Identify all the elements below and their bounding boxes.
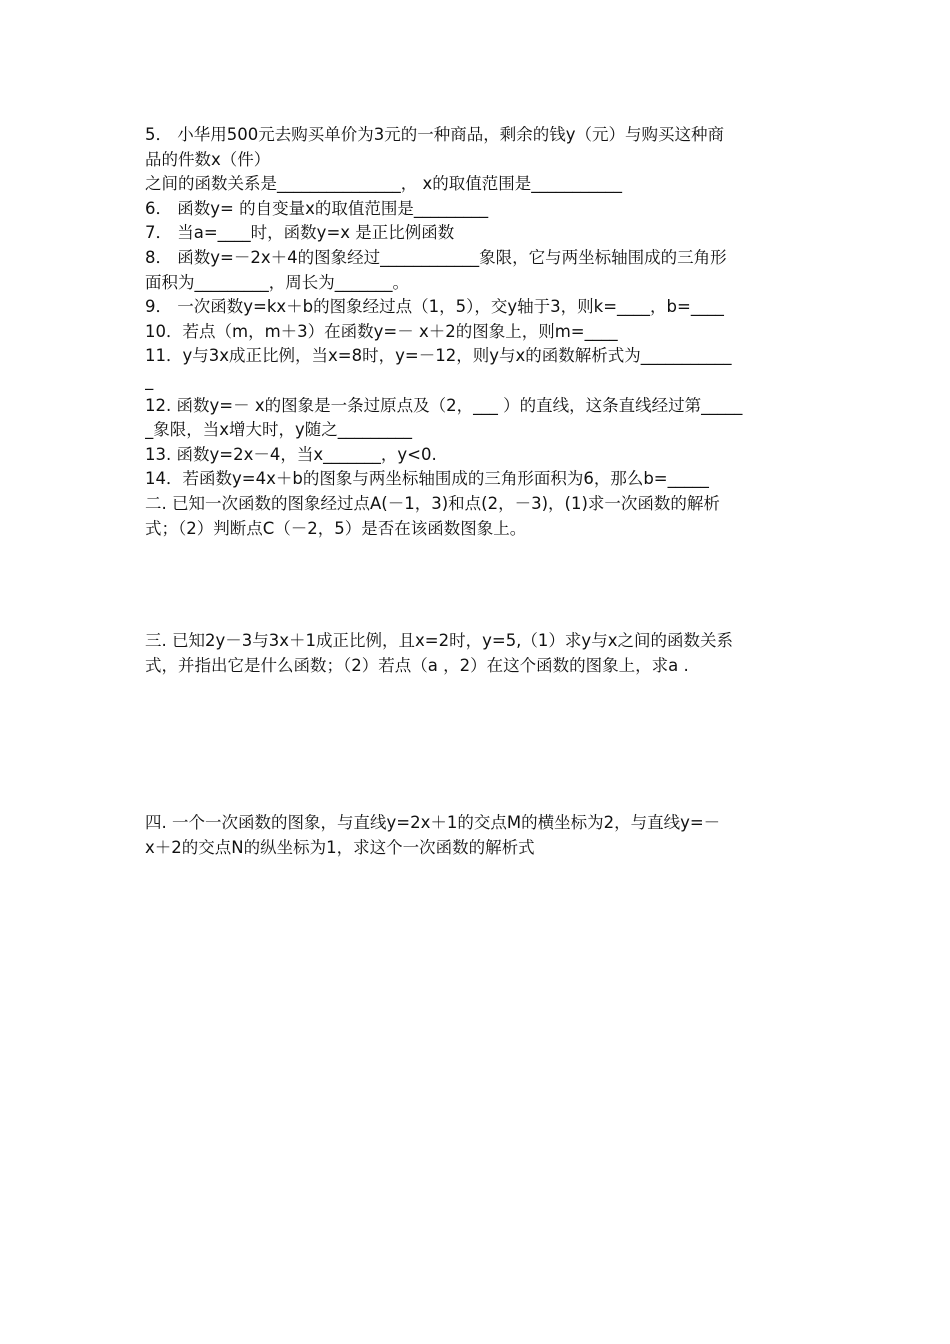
question-10 xyxy=(145,320,810,345)
question-10-line-1: 10．若点（m，m＋3）在函数y=－ x＋2的图象上，则m=____ xyxy=(145,321,618,341)
question-12-line-2: _象限，当x增大时，y随之_________ xyxy=(145,420,413,440)
section-2-line-2: 式；（2）判断点C（－2，5）是否在该函数图象上。 xyxy=(145,518,527,538)
question-5-line-2: 品的件数x（件） xyxy=(145,149,271,169)
section-4-line-2: x＋2的交点N的纵坐标为1，求这个一次函数的解析式 xyxy=(145,837,535,857)
question-12 xyxy=(145,394,810,443)
question-6 xyxy=(145,197,810,222)
question-11-line-2: _ xyxy=(145,370,154,390)
section-4-line-1: 四. 一个一次函数的图象，与直线y=2x＋1的交点M的横坐标为2，与直线y=－ xyxy=(145,813,721,833)
question-9-line-1: 9． 一次函数y=kx＋b的图象经过点（1，5），交y轴于3，则k=____，b=____ xyxy=(145,297,724,317)
question-13-line-1: 13. 函数y=2x－4，当x_______，y<0. xyxy=(145,444,437,464)
question-5-line-1: 5． 小华用500元去购买单价为3元的一种商品，剩余的钱y（元）与购买这种商 xyxy=(145,125,724,144)
question-5 xyxy=(145,123,810,197)
question-8-line-1: 8． 函数y=－2x＋4的图象经过____________象限，它与两坐标轴围成的三角形 xyxy=(145,247,727,267)
section-4 xyxy=(145,811,810,860)
question-8 xyxy=(145,246,810,295)
section-2 xyxy=(145,492,810,541)
question-5-line-3: 之间的函数关系是_______________， x的取值范围是___________ xyxy=(145,174,623,194)
question-11 xyxy=(145,344,810,393)
question-7 xyxy=(145,221,810,246)
section-3 xyxy=(145,629,810,678)
section-3-line-1: 三. 已知2y－3与3x＋1成正比例，且x=2时，y=5,（1）求y与x之间的函数关系 xyxy=(145,631,733,651)
section-3-line-2: 式，并指出它是什么函数；（2）若点（a ，2）在这个函数的图象上，求a . xyxy=(145,655,689,675)
answer-space-1 xyxy=(145,541,810,629)
answer-space-2 xyxy=(145,678,810,811)
question-6-line-1: 6． 函数y= 的自变量x的取值范围是_________ xyxy=(145,198,489,218)
question-14 xyxy=(145,467,810,492)
question-7-line-1: 7． 当a=____时，函数y=x 是正比例函数 xyxy=(145,223,455,243)
question-13 xyxy=(145,443,810,468)
question-11-line-1: 11．y与3x成正比例，当x=8时，y=－12，则y与x的函数解析式为___________ xyxy=(145,346,732,366)
document-page xyxy=(145,123,810,860)
section-2-line-1: 二. 已知一次函数的图象经过点A(－1，3)和点(2，－3)，(1)求一次函数的解析 xyxy=(145,493,720,513)
question-12-line-1: 12. 函数y=－ x的图象是一条过原点及（2，___ ）的直线，这条直线经过第_____ xyxy=(145,395,743,415)
question-14-line-1: 14．若函数y=4x＋b的图象与两坐标轴围成的三角形面积为6，那么b=_____ xyxy=(145,469,709,489)
question-8-line-2: 面积为_________，周长为_______。 xyxy=(145,272,409,292)
question-9 xyxy=(145,295,810,320)
